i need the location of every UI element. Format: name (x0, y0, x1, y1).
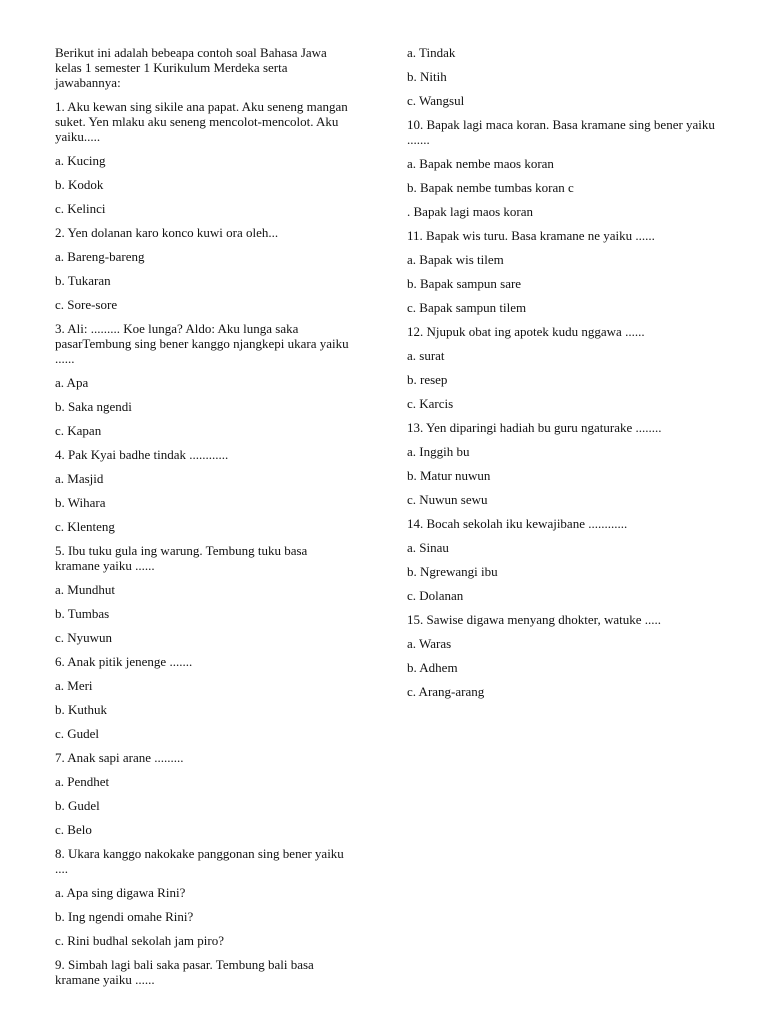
q15-option-b: b. Adhem (407, 660, 458, 675)
q4-option-a: a. Masjid (55, 471, 104, 486)
q14-option-a: a. Sinau (407, 540, 449, 555)
q2-option-a: a. Bareng-bareng (55, 249, 145, 264)
q7-option-a: a. Pendhet (55, 774, 110, 789)
q5-option-c: c. Nyuwun (55, 630, 113, 645)
q15-option-a: a. Waras (407, 636, 452, 651)
q4-option-c: c. Klenteng (55, 519, 115, 534)
question-2: 2. Yen dolanan karo konco kuwi ora oleh... (55, 225, 279, 240)
question-12: 12. Njupuk obat ing apotek kudu nggawa ...... (407, 324, 645, 339)
q13-option-a: a. Inggih bu (407, 444, 470, 459)
question-1: 1. Aku kewan sing sikile ana papat. Aku seneng mangan suket. Yen mlaku aku seneng mencolot-mencolot. Aku yaiku..... (55, 99, 348, 144)
q8-option-c: c. Rini budhal sekolah jam piro? (55, 933, 224, 948)
q14-option-c: c. Dolanan (407, 588, 464, 603)
q1-option-c: c. Kelinci (55, 201, 106, 216)
left-column (55, 45, 355, 996)
q10-option-c: . Bapak lagi maos koran (407, 204, 533, 219)
question-10: 10. Bapak lagi maca koran. Basa kramane sing bener yaiku ....... (407, 117, 715, 147)
question-13: 13. Yen diparingi hadiah bu guru ngaturake ........ (407, 420, 662, 435)
q12-option-b: b. resep (407, 372, 448, 387)
question-6: 6. Anak pitik jenenge ....... (55, 654, 193, 669)
question-9: 9. Simbah lagi bali saka pasar. Tembung bali basa kramane yaiku ...... (55, 957, 314, 987)
q5-option-b: b. Tumbas (55, 606, 110, 621)
question-14: 14. Bocah sekolah iku kewajibane ............ (407, 516, 628, 531)
q6-option-a: a. Meri (55, 678, 93, 693)
q4-option-b: b. Wihara (55, 495, 106, 510)
q12-option-c: c. Karcis (407, 396, 454, 411)
question-15: 15. Sawise digawa menyang dhokter, watuke ..... (407, 612, 662, 627)
q9-option-c: c. Wangsul (407, 93, 465, 108)
q2-option-b: b. Tukaran (55, 273, 111, 288)
q15-option-c: c. Arang-arang (407, 684, 485, 699)
q9-option-b: b. Nitih (407, 69, 447, 84)
q7-option-c: c. Belo (55, 822, 92, 837)
q9-option-a: a. Tindak (407, 45, 456, 60)
q12-option-a: a. surat (407, 348, 445, 363)
q2-option-c: c. Sore-sore (55, 297, 118, 312)
q13-option-b: b. Matur nuwun (407, 468, 491, 483)
question-4: 4. Pak Kyai badhe tindak ............ (55, 447, 229, 462)
q11-option-a: a. Bapak wis tilem (407, 252, 504, 267)
q1-option-a: a. Kucing (55, 153, 106, 168)
q7-option-b: b. Gudel (55, 798, 100, 813)
question-8: 8. Ukara kanggo nakokake panggonan sing bener yaiku .... (55, 846, 344, 876)
q3-option-c: c. Kapan (55, 423, 102, 438)
q11-option-c: c. Bapak sampun tilem (407, 300, 527, 315)
q10-option-b: b. Bapak nembe tumbas koran c (407, 180, 574, 195)
q6-option-b: b. Kuthuk (55, 702, 107, 717)
question-3: 3. Ali: ......... Koe lunga? Aldo: Aku lunga saka pasarTembung sing bener kanggo njangkepi ukara yaiku ...... (55, 321, 349, 366)
q10-option-a: a. Bapak nembe maos koran (407, 156, 554, 171)
q13-option-c: c. Nuwun sewu (407, 492, 488, 507)
q8-option-a: a. Apa sing digawa Rini? (55, 885, 186, 900)
q1-option-b: b. Kodok (55, 177, 104, 192)
q11-option-b: b. Bapak sampun sare (407, 276, 522, 291)
question-11: 11. Bapak wis turu. Basa kramane ne yaiku ...... (407, 228, 655, 243)
q6-option-c: c. Gudel (55, 726, 100, 741)
q3-option-b: b. Saka ngendi (55, 399, 132, 414)
q8-option-b: b. Ing ngendi omahe Rini? (55, 909, 194, 924)
question-7: 7. Anak sapi arane ......... (55, 750, 184, 765)
intro-paragraph: Berikut ini adalah bebeapa contoh soal Bahasa Jawa kelas 1 semester 1 Kurikulum Merdeka serta jawabannya: (55, 45, 327, 90)
q14-option-b: b. Ngrewangi ibu (407, 564, 498, 579)
right-column (407, 45, 727, 708)
q3-option-a: a. Apa (55, 375, 89, 390)
q5-option-a: a. Mundhut (55, 582, 115, 597)
question-5: 5. Ibu tuku gula ing warung. Tembung tuku basa kramane yaiku ...... (55, 543, 308, 573)
